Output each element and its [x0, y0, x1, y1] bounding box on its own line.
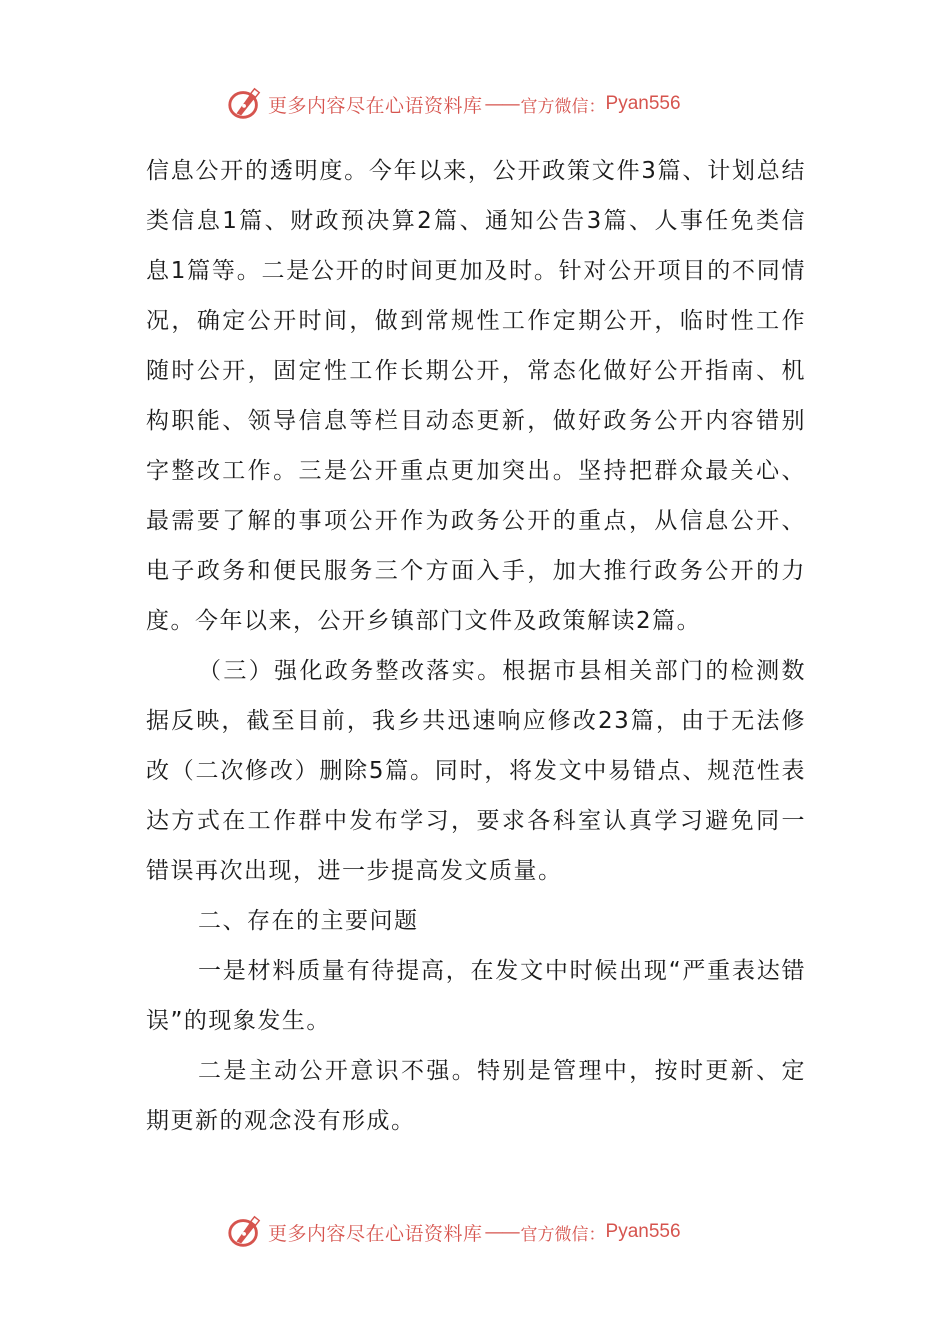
- banner-brand-text: 更多内容尽在心语资料库: [268, 94, 483, 117]
- header-banner: [226, 84, 746, 124]
- paragraph-problem-two: 二是主动公开意识不强。特别是管理中，按时更新、定期更新的观念没有形成。: [146, 1058, 806, 1134]
- document-body: [146, 146, 806, 1146]
- section-heading-problems: 二、存在的主要问题: [198, 908, 419, 934]
- paragraph-continuation: 信息公开的透明度。今年以来，公开政策文件3篇、计划总结类信息1篇、财政预决算2篇、通知公告3篇、人事任免类信息1篇等。二是公开的时间更加及时。针对公开项目的不同情况，确定公开时间，做到常规性工作定期公开，临时性工作随时公开，固定性工作长期公开，常态化做好公开指南、机构职能、领导信息等栏目动态更新，做好政务公开内容错别字整改工作。三是公开重点更加突出。坚持把群众最关心、最需要了解的事项公开作为政务公开的重点，从信息公开、电子政务和便民服务三个方面入手，加大推行政务公开的力度。今年以来，公开乡镇部门文件及政策解读2篇。: [146, 158, 806, 634]
- banner-dash: ——: [484, 1221, 519, 1243]
- banner-wechat-label: 官方微信：: [520, 1224, 606, 1245]
- pen-nib-circle-icon: [226, 85, 264, 123]
- banner-wechat-id: Pyan556: [605, 1221, 681, 1242]
- banner-wechat-label: 官方微信：: [520, 96, 606, 117]
- paragraph-problem-one: 一是材料质量有待提高，在发文中时候出现“严重表达错误”的现象发生。: [146, 958, 806, 1034]
- banner-brand-text: 更多内容尽在心语资料库: [268, 1222, 483, 1245]
- banner-wechat-id: Pyan556: [605, 93, 681, 114]
- footer-banner: [226, 1212, 746, 1252]
- pen-nib-circle-icon: [226, 1213, 264, 1251]
- paragraph-section-three: （三）强化政务整改落实。根据市县相关部门的检测数据反映，截至目前，我乡共迅速响应修改23篇，由于无法修改（二次修改）删除5篇。同时，将发文中易错点、规范性表达方式在工作群中发布学习，要求各科室认真学习避免同一错误再次出现，进一步提高发文质量。: [146, 658, 806, 884]
- banner-dash: ——: [484, 93, 519, 115]
